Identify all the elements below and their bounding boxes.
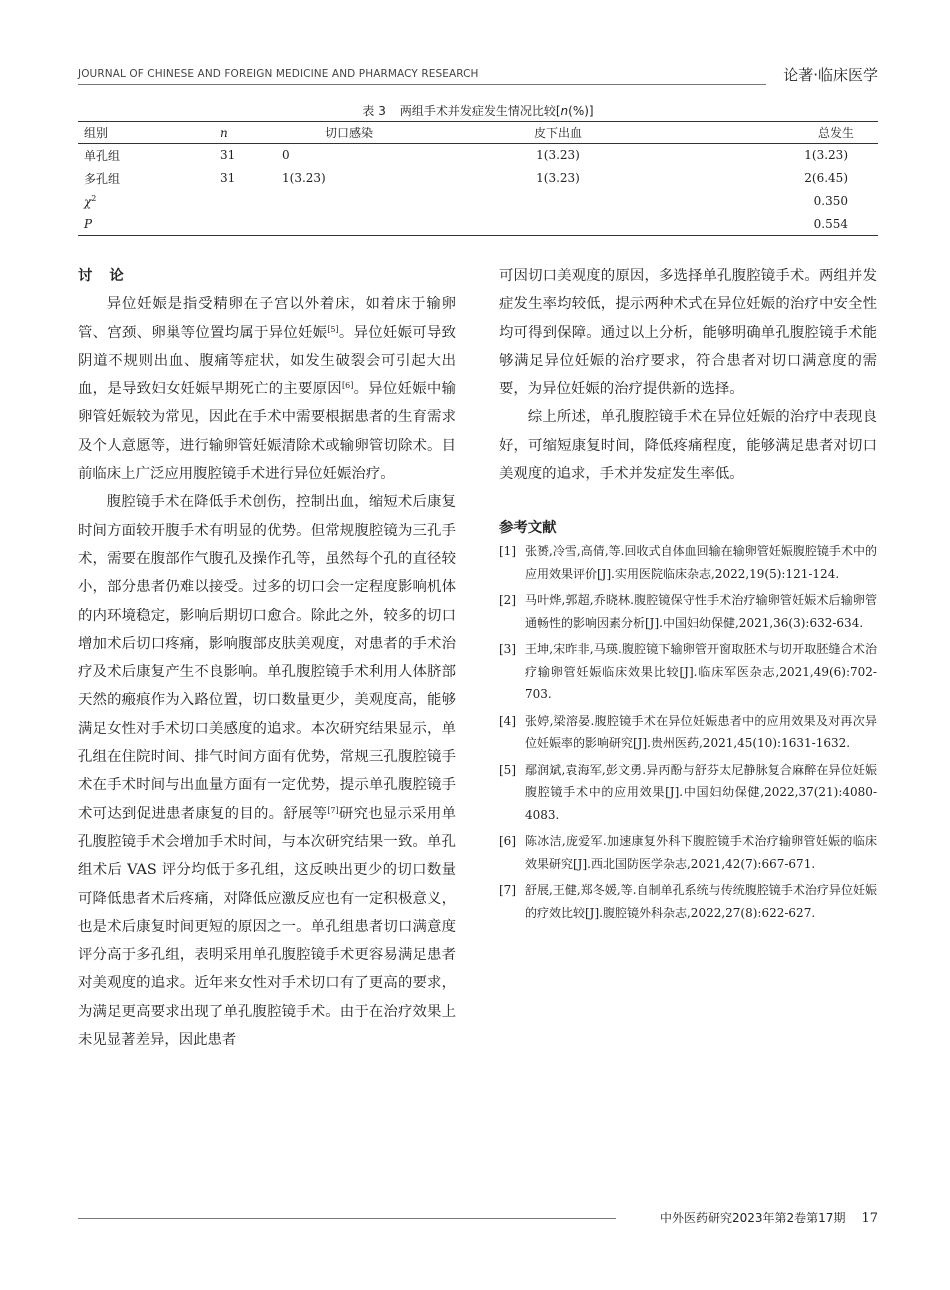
reference-item [499,710,877,755]
reference-number: [2] [499,593,516,608]
chi-superscript: 2 [91,193,97,203]
table-label: 表 3 [362,104,386,118]
citation: [6] [341,381,354,391]
cell-bleeding: 1(3.23) [536,171,580,185]
table-caption [78,102,878,119]
reference-text: 张婷,梁溶晏.腹腔镜手术在异位妊娠患者中的应用效果及对再次异位妊娠率的影响研究[J].贵州医药,2021,45(10):1631-1632. [525,713,877,751]
reference-text: 王坤,宋昨非,马瑛.腹腔镜下输卵管开窗取胚术与切开取胚缝合术治疗输卵管妊娠临床效果比较[J].临床军医杂志,2021,49(6):702-703. [525,642,877,702]
table-header-row [78,122,878,144]
section-label: 论著·临床医学 [783,66,878,84]
col-header-bleeding: 皮下出血 [533,126,582,140]
reference-text: 陈冰洁,庞爱军.加速康复外科下腹腔镜手术治疗输卵管妊娠的临床效果研究[J].西北国防医学杂志,2021,42(7):667-671. [525,834,877,871]
table-title-n: n [560,104,569,118]
table-title-post: (%)] [568,104,594,118]
discussion-paragraph-2-continued: 可因切口美观度的原因，多选择单孔腹腔镜手术。两组并发症发生率均较低，提示两种术式在异位妊娠的治疗中安全性均可得到保障。通过以上分析，能够明确单孔腹腔镜手术能够满足异位妊娠的治疗要求，符合患者对切口满意度的需要，为异位妊娠的治疗提供新的选择。 [499,268,877,398]
conclusion-paragraph: 综上所述，单孔腹腔镜手术在异位妊娠的治疗中表现良好，可缩短康复时间，降低疼痛程度，能够满足患者对切口美观度的追求，手术并发症发生率低。 [499,409,877,483]
table-title-pre: 两组手术并发症发生情况比较[ [399,104,561,118]
cell-chi-value: 0.350 [813,194,848,208]
references-heading: 参考文献 [499,520,557,537]
reference-text: 马叶烨,郭超,乔晓林.腹腔镜保守性手术治疗输卵管妊娠术后输卵管通畅性的影响因素分析[J].中国妇幼保健,2021,36(3):632-634. [525,593,877,630]
cell-p-value: 0.554 [813,216,848,231]
journal-name: JOURNAL OF CHINESE AND FOREIGN MEDICINE AND PHARMACY RESEARCH [78,68,479,80]
reference-number: [1] [499,544,516,559]
discussion-paragraph-1: 异位妊娠是指受精卵在子宫以外着床，如着床于输卵管、宫颈、卵巢等位置均属于异位妊娠[5]。异位妊娠可导致阴道不规则出血、腹痛等症状，如发生破裂会可引起大出血，是导致妇女妊娠早期死亡的主要原因[6]。异位妊娠中输卵管妊娠较为常见，因此在手术中需要根据患者的生育需求及个人意愿等，进行输卵管妊娠清除术或输卵管切除术。目前临床上广泛应用腹腔镜手术进行异位妊娠治疗。 [78,296,456,483]
right-column [499,262,877,928]
cell-infection: 1(3.23) [282,171,326,185]
cell-chi-label [78,190,220,213]
reference-list [499,540,877,924]
reference-number: [7] [499,883,516,898]
table-row [78,167,878,190]
citation: [5] [327,324,339,334]
left-column [78,262,456,1054]
col-header-group: 组别 [84,126,109,140]
reference-text: 张赟,冷雪,高倩,等.回收式自体血回输在输卵管妊娠腹腔镜手术中的应用效果评价[J].实用医院临床杂志,2022,19(5):121-124. [525,544,877,581]
page-footer [78,1208,878,1228]
col-header-n: n [220,125,228,140]
cell-n: 31 [220,171,236,185]
chi-symbol: χ [84,194,92,209]
reference-item [499,830,877,875]
table-row [78,144,878,167]
cell-p-label: P [84,216,93,231]
reference-item [499,540,877,585]
reference-item [499,589,877,634]
reference-item [499,638,877,706]
table-row-p-value [78,213,878,236]
page-number: 17 [861,1211,878,1226]
reference-text: 鄢润斌,袁海军,彭文勇.异丙酚与舒芬太尼静脉复合麻醉在异位妊娠腹腔镜手术中的应用效果[J].中国妇幼保健,2022,37(21):4080-4083. [525,762,877,822]
col-header-infection: 切口感染 [324,126,373,140]
discussion-paragraph-2: 腹腔镜手术在降低手术创伤，控制出血，缩短术后康复时间方面较开腹手术有明显的优势。但常规腹腔镜为三孔手术，需要在腹部作气腹孔及操作孔等，虽然每个孔的直径较小，部分患者仍难以接受。过多的切口会一定程度影响机体的内环境稳定，影响后期切口愈合。除此之外，较多的切口增加术后切口疼痛，影响腹部皮肤美观度，对患者的手术治疗及术后康复产生不良影响。单孔腹腔镜手术利用人体脐部天然的瘢痕作为入路位置，切口数量更少，美观度高，能够满足女性对手术切口美感度的追求。本次研究结果显示，单孔组在住院时间、排气时间方面有优势，常规三孔腹腔镜手术在手术时间与出血量方面有一定优势，提示单孔腹腔镜手术可达到促进患者康复的目的。舒展等[7]研究也显示采用单孔腹腔镜手术会增加手术时间，与本次研究结果一致。单孔组术后 VAS 评分均低于多孔组，这反映出更少的切口数量可降低患者术后疼痛，对降低应激反应也有一定积极意义，也是术后康复时间更短的原因之一。单孔组患者切口满意度评分高于多孔组，表明采用单孔腹腔镜手术更容易满足患者对美观度的追求。近年来女性对手术切口有了更高的要求，为满足更高要求出现了单孔腹腔镜手术。由于在治疗效果上未见显著差异，因此患者 [78,494,456,1049]
footer-rule [78,1218,616,1219]
cell-group: 多孔组 [84,171,121,186]
reference-number: [3] [499,642,516,657]
footer-text [660,1209,878,1226]
cell-n: 31 [220,148,236,163]
cell-infection: 0 [282,148,290,163]
reference-text: 舒展,王健,郑冬媛,等.自制单孔系统与传统腹腔镜手术治疗异位妊娠的疗效比较[J].腹腔镜外科杂志,2022,27(8):622-627. [525,883,877,920]
reference-number: [6] [499,834,516,849]
reference-number: [4] [499,713,516,728]
cell-total: 2(6.45) [804,171,848,185]
complication-table [78,121,878,236]
journal-issue: 中外医药研究2023年第2卷第17期 [660,1211,846,1225]
table-row-chi-square [78,190,878,213]
cell-bleeding: 1(3.23) [536,148,580,163]
cell-group: 单孔组 [84,148,121,163]
cell-total: 1(3.23) [804,148,848,163]
discussion-heading: 讨 论 [78,268,130,284]
header-rule [78,84,766,85]
citation: [7] [327,805,339,815]
page-header [78,62,878,86]
reference-item [499,879,877,924]
reference-number: [5] [499,762,516,777]
reference-item [499,759,877,827]
col-header-total: 总发生 [817,126,854,140]
